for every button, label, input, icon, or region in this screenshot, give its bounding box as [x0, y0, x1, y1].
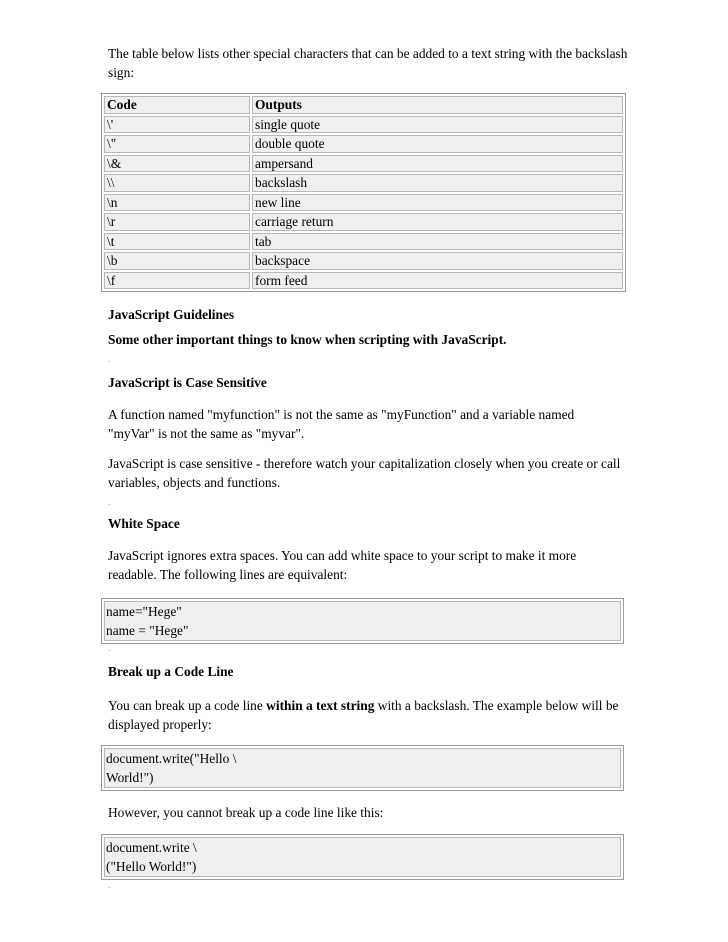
output-cell: form feed	[252, 272, 623, 290]
escape-code-cell: \'	[104, 116, 250, 134]
column-header-code: Code	[104, 96, 250, 114]
code-line: World!")	[106, 770, 154, 785]
intro-paragraph: The table below lists other special characters that can be added to a text string with the backslash sign:	[108, 46, 628, 80]
guidelines-title: JavaScript Guidelines	[108, 307, 235, 322]
code-line: document.write \	[106, 840, 197, 855]
code-line: document.write("Hello \	[106, 751, 237, 766]
output-cell: backslash	[252, 174, 623, 192]
guidelines-subtitle: Some other important things to know when scripting with JavaScript.	[108, 332, 507, 347]
escape-code-cell: \"	[104, 135, 250, 153]
column-header-outputs: Outputs	[252, 96, 623, 114]
table-row	[104, 272, 623, 290]
spacer-dot	[108, 887, 111, 888]
break-up-paragraph-2: However, you cannot break up a code line like this:	[108, 805, 384, 820]
table-row	[104, 252, 623, 270]
output-cell: ampersand	[252, 155, 623, 173]
case-sensitive-paragraph-2: JavaScript is case sensitive - therefore watch your capitalization closely when you create or call variables, objects and functions.	[108, 456, 621, 490]
white-space-paragraph: JavaScript ignores extra spaces. You can add white space to your script to make it more readable. The following lines are equivalent:	[108, 548, 577, 582]
spacer-dot	[108, 650, 111, 651]
special-characters-table	[101, 93, 626, 292]
output-cell: single quote	[252, 116, 623, 134]
escape-code-cell: \r	[104, 213, 250, 231]
table-row	[104, 116, 623, 134]
table-row	[104, 194, 623, 212]
code-line: name = "Hege"	[106, 623, 189, 638]
output-cell: backspace	[252, 252, 623, 270]
white-space-heading: White Space	[108, 516, 180, 531]
code-line: ("Hello World!")	[106, 859, 197, 874]
spacer-dot	[108, 504, 111, 505]
table-row	[104, 135, 623, 153]
table-row	[104, 213, 623, 231]
break-up-code-box-valid	[101, 745, 624, 791]
output-cell: tab	[252, 233, 623, 251]
paragraph-text: You can break up a code line	[108, 698, 267, 713]
table-row	[104, 174, 623, 192]
escape-code-cell: \t	[104, 233, 250, 251]
white-space-code-box	[101, 598, 624, 644]
output-cell: double quote	[252, 135, 623, 153]
emphasis-text: within a text string	[266, 698, 375, 713]
output-cell: carriage return	[252, 213, 623, 231]
escape-code-cell: \&	[104, 155, 250, 173]
break-up-code-box-invalid	[101, 834, 624, 880]
escape-code-cell: \f	[104, 272, 250, 290]
break-up-paragraph	[108, 696, 623, 734]
escape-code-cell: \n	[104, 194, 250, 212]
table-row	[104, 233, 623, 251]
case-sensitive-heading: JavaScript is Case Sensitive	[108, 375, 267, 390]
break-up-heading: Break up a Code Line	[108, 664, 234, 679]
escape-code-cell: \b	[104, 252, 250, 270]
table-row	[104, 155, 623, 173]
spacer-dot	[108, 361, 111, 362]
table-header-row	[104, 96, 623, 114]
case-sensitive-paragraph-1: A function named "myfunction" is not the same as "myFunction" and a variable named "myVar" is not the same as "myvar".	[108, 407, 575, 441]
paragraph-text: with a backslash. The example below will be displayed properly:	[108, 698, 619, 732]
escape-code-cell: \\	[104, 174, 250, 192]
output-cell: new line	[252, 194, 623, 212]
code-line: name="Hege"	[106, 604, 182, 619]
